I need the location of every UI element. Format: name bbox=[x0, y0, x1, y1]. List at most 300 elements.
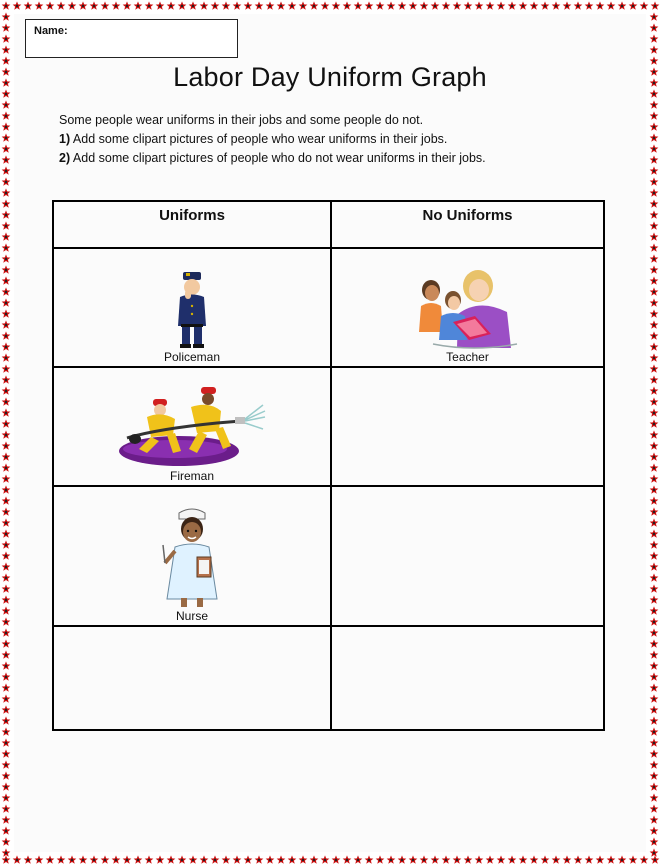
instruction-text-1: Add some clipart pictures of people who wear uniforms in their jobs. bbox=[70, 132, 448, 146]
border-star-center-icon bbox=[5, 225, 7, 227]
border-star-center-icon bbox=[653, 819, 655, 821]
border-star-center-icon bbox=[653, 643, 655, 645]
border-star-center-icon bbox=[5, 731, 7, 733]
border-star-center-icon bbox=[653, 742, 655, 744]
border-star-center-icon bbox=[653, 401, 655, 403]
border-star-center-icon bbox=[653, 269, 655, 271]
border-star-center-icon bbox=[324, 859, 326, 861]
border-star-center-icon bbox=[5, 126, 7, 128]
border-star-center-icon bbox=[137, 5, 139, 7]
border-star-center-icon bbox=[653, 258, 655, 260]
teacher-clipart-icon bbox=[413, 264, 523, 350]
border-star-center-icon bbox=[653, 456, 655, 458]
border-star-center-icon bbox=[5, 522, 7, 524]
border-star-center-icon bbox=[5, 687, 7, 689]
border-star-center-icon bbox=[653, 764, 655, 766]
border-star-center-icon bbox=[5, 236, 7, 238]
border-star-center-icon bbox=[5, 203, 7, 205]
border-star-center-icon bbox=[522, 5, 524, 7]
caption-empty bbox=[332, 623, 603, 625]
border-star-center-icon bbox=[653, 445, 655, 447]
border-star-center-icon bbox=[5, 379, 7, 381]
border-star-center-icon bbox=[653, 412, 655, 414]
border-star-center-icon bbox=[511, 859, 513, 861]
border-star-center-icon bbox=[5, 797, 7, 799]
border-star-center-icon bbox=[653, 577, 655, 579]
border-star-center-icon bbox=[368, 859, 370, 861]
header-no-uniforms: No Uniforms bbox=[331, 201, 604, 248]
border-star-center-icon bbox=[335, 5, 337, 7]
border-star-center-icon bbox=[5, 489, 7, 491]
border-star-center-icon bbox=[653, 302, 655, 304]
border-star-center-icon bbox=[291, 5, 293, 7]
border-star-center-icon bbox=[588, 5, 590, 7]
border-star-center-icon bbox=[302, 859, 304, 861]
border-star-center-icon bbox=[544, 859, 546, 861]
border-star-center-icon bbox=[653, 500, 655, 502]
border-star-center-icon bbox=[522, 859, 524, 861]
border-star-center-icon bbox=[653, 555, 655, 557]
border-star-center-icon bbox=[445, 5, 447, 7]
border-star-center-icon bbox=[653, 93, 655, 95]
border-star-center-icon bbox=[577, 5, 579, 7]
border-star-center-icon bbox=[379, 859, 381, 861]
border-star-center-icon bbox=[653, 797, 655, 799]
cell-no-uniform-3[interactable] bbox=[331, 486, 604, 626]
table-header-row bbox=[53, 201, 604, 248]
border-star-center-icon bbox=[5, 401, 7, 403]
border-star-center-icon bbox=[653, 841, 655, 843]
border-star-center-icon bbox=[5, 192, 7, 194]
border-star-center-icon bbox=[653, 291, 655, 293]
border-star-center-icon bbox=[653, 676, 655, 678]
border-star-center-icon bbox=[5, 291, 7, 293]
border-star-center-icon bbox=[5, 720, 7, 722]
border-star-center-icon bbox=[653, 489, 655, 491]
border-star-center-icon bbox=[5, 445, 7, 447]
border-star-center-icon bbox=[247, 5, 249, 7]
border-star-center-icon bbox=[302, 5, 304, 7]
border-star-center-icon bbox=[5, 555, 7, 557]
border-star-center-icon bbox=[632, 859, 634, 861]
caption-teacher: Teacher bbox=[446, 350, 489, 364]
cell-no-uniform-2[interactable] bbox=[331, 367, 604, 486]
border-star-center-icon bbox=[5, 665, 7, 667]
border-star-center-icon bbox=[5, 621, 7, 623]
border-star-center-icon bbox=[489, 859, 491, 861]
border-star-center-icon bbox=[225, 859, 227, 861]
cell-no-uniform-1[interactable] bbox=[331, 248, 604, 367]
border-star-center-icon bbox=[401, 859, 403, 861]
border-star-center-icon bbox=[5, 16, 7, 18]
table-row bbox=[53, 486, 604, 626]
border-star-center-icon bbox=[82, 859, 84, 861]
border-star-center-icon bbox=[5, 764, 7, 766]
border-star-center-icon bbox=[38, 5, 40, 7]
border-star-center-icon bbox=[148, 5, 150, 7]
caption-empty bbox=[332, 483, 603, 485]
decorative-border-bottom bbox=[0, 854, 660, 866]
border-star-center-icon bbox=[5, 654, 7, 656]
instruction-line-2 bbox=[59, 132, 447, 146]
border-star-center-icon bbox=[5, 577, 7, 579]
border-star-center-icon bbox=[5, 324, 7, 326]
border-star-center-icon bbox=[170, 859, 172, 861]
border-star-center-icon bbox=[203, 859, 205, 861]
table-row bbox=[53, 248, 604, 367]
border-star-center-icon bbox=[653, 808, 655, 810]
border-star-center-icon bbox=[653, 654, 655, 656]
border-star-center-icon bbox=[412, 859, 414, 861]
border-star-center-icon bbox=[511, 5, 513, 7]
border-star-center-icon bbox=[335, 859, 337, 861]
border-star-center-icon bbox=[5, 676, 7, 678]
border-star-center-icon bbox=[379, 5, 381, 7]
cell-uniform-2[interactable] bbox=[53, 367, 331, 486]
border-star-center-icon bbox=[5, 478, 7, 480]
border-star-center-icon bbox=[390, 859, 392, 861]
border-star-center-icon bbox=[5, 786, 7, 788]
border-star-center-icon bbox=[588, 859, 590, 861]
border-star-center-icon bbox=[5, 500, 7, 502]
border-star-center-icon bbox=[653, 423, 655, 425]
border-star-center-icon bbox=[5, 368, 7, 370]
border-star-center-icon bbox=[434, 859, 436, 861]
border-star-center-icon bbox=[5, 456, 7, 458]
border-star-center-icon bbox=[653, 148, 655, 150]
page-title: Labor Day Uniform Graph bbox=[173, 62, 487, 92]
border-star-center-icon bbox=[5, 93, 7, 95]
border-star-center-icon bbox=[653, 731, 655, 733]
caption-empty bbox=[54, 727, 330, 729]
border-star-center-icon bbox=[49, 5, 51, 7]
border-star-center-icon bbox=[5, 467, 7, 469]
border-star-center-icon bbox=[5, 511, 7, 513]
border-star-center-icon bbox=[5, 742, 7, 744]
border-star-center-icon bbox=[269, 859, 271, 861]
border-star-center-icon bbox=[5, 269, 7, 271]
border-star-center-icon bbox=[280, 5, 282, 7]
border-star-center-icon bbox=[599, 859, 601, 861]
nurse-clipart-icon bbox=[161, 505, 223, 609]
border-star-center-icon bbox=[653, 192, 655, 194]
border-star-center-icon bbox=[653, 159, 655, 161]
border-star-center-icon bbox=[126, 5, 128, 7]
decorative-border-left bbox=[0, 0, 12, 866]
border-star-center-icon bbox=[93, 5, 95, 7]
border-star-center-icon bbox=[653, 357, 655, 359]
border-star-center-icon bbox=[653, 610, 655, 612]
border-star-center-icon bbox=[5, 346, 7, 348]
border-star-center-icon bbox=[566, 5, 568, 7]
border-star-center-icon bbox=[653, 104, 655, 106]
header-uniforms: Uniforms bbox=[53, 201, 331, 248]
caption-policeman: Policeman bbox=[163, 350, 221, 364]
border-star-center-icon bbox=[192, 5, 194, 7]
border-star-center-icon bbox=[555, 5, 557, 7]
border-star-center-icon bbox=[653, 434, 655, 436]
border-star-center-icon bbox=[643, 859, 645, 861]
border-star-center-icon bbox=[16, 5, 18, 7]
border-star-center-icon bbox=[236, 859, 238, 861]
border-star-center-icon bbox=[269, 5, 271, 7]
border-star-center-icon bbox=[5, 610, 7, 612]
border-star-center-icon bbox=[653, 170, 655, 172]
border-star-center-icon bbox=[5, 159, 7, 161]
name-label: Name: bbox=[34, 25, 68, 37]
cell-uniform-1[interactable] bbox=[53, 248, 331, 367]
border-star-center-icon bbox=[533, 859, 535, 861]
border-star-center-icon bbox=[60, 5, 62, 7]
border-star-center-icon bbox=[467, 5, 469, 7]
border-star-center-icon bbox=[653, 775, 655, 777]
border-star-center-icon bbox=[214, 859, 216, 861]
border-star-center-icon bbox=[653, 236, 655, 238]
uniform-graph-table bbox=[52, 200, 605, 731]
border-star-center-icon bbox=[137, 859, 139, 861]
border-star-center-icon bbox=[500, 859, 502, 861]
border-star-center-icon bbox=[566, 859, 568, 861]
border-star-center-icon bbox=[71, 5, 73, 7]
border-star-center-icon bbox=[653, 181, 655, 183]
border-star-center-icon bbox=[5, 390, 7, 392]
border-star-center-icon bbox=[5, 423, 7, 425]
decorative-border-top bbox=[0, 0, 660, 12]
caption-nurse: Nurse bbox=[175, 609, 208, 623]
border-star-center-icon bbox=[5, 258, 7, 260]
border-star-center-icon bbox=[653, 390, 655, 392]
border-star-center-icon bbox=[500, 5, 502, 7]
instruction-line-3 bbox=[59, 151, 486, 165]
border-star-center-icon bbox=[653, 247, 655, 249]
border-star-center-icon bbox=[203, 5, 205, 7]
border-star-center-icon bbox=[5, 280, 7, 282]
border-star-center-icon bbox=[5, 170, 7, 172]
border-star-center-icon bbox=[653, 225, 655, 227]
border-star-center-icon bbox=[93, 859, 95, 861]
border-star-center-icon bbox=[653, 478, 655, 480]
border-star-center-icon bbox=[653, 313, 655, 315]
border-star-center-icon bbox=[390, 5, 392, 7]
border-star-center-icon bbox=[225, 5, 227, 7]
border-star-center-icon bbox=[5, 148, 7, 150]
instruction-text-2: Add some clipart pictures of people who do not wear uniforms in their jobs. bbox=[70, 151, 486, 165]
cell-no-uniform-4[interactable] bbox=[331, 626, 604, 730]
border-star-center-icon bbox=[653, 566, 655, 568]
border-star-center-icon bbox=[456, 5, 458, 7]
border-star-center-icon bbox=[5, 412, 7, 414]
cell-uniform-3[interactable] bbox=[53, 486, 331, 626]
border-star-center-icon bbox=[653, 533, 655, 535]
table-row bbox=[53, 626, 604, 730]
border-star-center-icon bbox=[653, 698, 655, 700]
border-star-center-icon bbox=[653, 830, 655, 832]
border-star-center-icon bbox=[82, 5, 84, 7]
border-star-center-icon bbox=[653, 335, 655, 337]
border-star-center-icon bbox=[5, 302, 7, 304]
instruction-line-1: Some people wear uniforms in their jobs and some people do not. bbox=[59, 113, 424, 127]
border-star-center-icon bbox=[181, 859, 183, 861]
border-star-center-icon bbox=[653, 665, 655, 667]
border-star-center-icon bbox=[357, 5, 359, 7]
border-star-center-icon bbox=[653, 27, 655, 29]
border-star-center-icon bbox=[280, 859, 282, 861]
border-star-center-icon bbox=[27, 5, 29, 7]
border-star-center-icon bbox=[653, 137, 655, 139]
border-star-center-icon bbox=[313, 5, 315, 7]
border-star-center-icon bbox=[324, 5, 326, 7]
border-star-center-icon bbox=[5, 335, 7, 337]
border-star-center-icon bbox=[181, 5, 183, 7]
border-star-center-icon bbox=[170, 5, 172, 7]
border-star-center-icon bbox=[5, 709, 7, 711]
border-star-center-icon bbox=[192, 859, 194, 861]
border-star-center-icon bbox=[653, 852, 655, 854]
border-star-center-icon bbox=[653, 346, 655, 348]
border-star-center-icon bbox=[5, 544, 7, 546]
border-star-center-icon bbox=[5, 698, 7, 700]
border-star-center-icon bbox=[653, 621, 655, 623]
border-star-center-icon bbox=[5, 214, 7, 216]
border-star-center-icon bbox=[5, 599, 7, 601]
border-star-center-icon bbox=[5, 632, 7, 634]
border-star-center-icon bbox=[115, 859, 117, 861]
border-star-center-icon bbox=[214, 5, 216, 7]
border-star-center-icon bbox=[445, 859, 447, 861]
border-star-center-icon bbox=[533, 5, 535, 7]
border-star-center-icon bbox=[5, 115, 7, 117]
border-star-center-icon bbox=[16, 859, 18, 861]
border-star-center-icon bbox=[610, 859, 612, 861]
border-star-center-icon bbox=[423, 859, 425, 861]
border-star-center-icon bbox=[236, 5, 238, 7]
border-star-center-icon bbox=[478, 5, 480, 7]
border-star-center-icon bbox=[5, 830, 7, 832]
border-star-center-icon bbox=[5, 588, 7, 590]
border-star-center-icon bbox=[49, 859, 51, 861]
border-star-center-icon bbox=[653, 786, 655, 788]
border-star-center-icon bbox=[456, 859, 458, 861]
border-star-center-icon bbox=[5, 808, 7, 810]
border-star-center-icon bbox=[653, 214, 655, 216]
border-star-center-icon bbox=[555, 859, 557, 861]
name-field[interactable] bbox=[25, 19, 238, 58]
border-star-center-icon bbox=[5, 753, 7, 755]
border-star-center-icon bbox=[368, 5, 370, 7]
caption-fireman: Fireman bbox=[169, 469, 214, 483]
border-star-center-icon bbox=[5, 38, 7, 40]
border-star-center-icon bbox=[401, 5, 403, 7]
border-star-center-icon bbox=[653, 16, 655, 18]
border-star-center-icon bbox=[653, 511, 655, 513]
border-star-center-icon bbox=[653, 49, 655, 51]
border-star-center-icon bbox=[653, 544, 655, 546]
border-star-center-icon bbox=[653, 522, 655, 524]
border-star-center-icon bbox=[258, 859, 260, 861]
border-star-center-icon bbox=[5, 643, 7, 645]
border-star-center-icon bbox=[643, 5, 645, 7]
border-star-center-icon bbox=[5, 566, 7, 568]
border-star-center-icon bbox=[653, 203, 655, 205]
caption-empty bbox=[332, 727, 603, 729]
border-star-center-icon bbox=[346, 5, 348, 7]
border-star-center-icon bbox=[5, 181, 7, 183]
border-star-center-icon bbox=[159, 5, 161, 7]
border-star-center-icon bbox=[247, 859, 249, 861]
instruction-number-2: 2) bbox=[59, 151, 71, 165]
border-star-center-icon bbox=[489, 5, 491, 7]
fireman-clipart-icon bbox=[117, 383, 267, 469]
border-star-center-icon bbox=[653, 709, 655, 711]
border-star-center-icon bbox=[412, 5, 414, 7]
border-star-center-icon bbox=[5, 434, 7, 436]
border-star-center-icon bbox=[653, 368, 655, 370]
cell-uniform-4[interactable] bbox=[53, 626, 331, 730]
instruction-number-1: 1) bbox=[59, 132, 71, 146]
border-star-center-icon bbox=[104, 5, 106, 7]
border-star-center-icon bbox=[71, 859, 73, 861]
policeman-clipart-icon bbox=[172, 270, 212, 350]
border-star-center-icon bbox=[653, 753, 655, 755]
border-star-center-icon bbox=[313, 859, 315, 861]
border-star-center-icon bbox=[5, 247, 7, 249]
border-star-center-icon bbox=[467, 859, 469, 861]
border-star-center-icon bbox=[38, 859, 40, 861]
border-star-center-icon bbox=[115, 5, 117, 7]
border-star-center-icon bbox=[258, 5, 260, 7]
border-star-center-icon bbox=[5, 104, 7, 106]
border-star-center-icon bbox=[5, 27, 7, 29]
border-star-center-icon bbox=[291, 859, 293, 861]
border-star-center-icon bbox=[27, 859, 29, 861]
border-star-center-icon bbox=[5, 49, 7, 51]
border-star-center-icon bbox=[610, 5, 612, 7]
border-star-center-icon bbox=[653, 280, 655, 282]
border-star-center-icon bbox=[159, 859, 161, 861]
border-star-center-icon bbox=[544, 5, 546, 7]
border-star-center-icon bbox=[5, 819, 7, 821]
decorative-border-right bbox=[648, 0, 660, 866]
border-star-center-icon bbox=[653, 467, 655, 469]
border-star-center-icon bbox=[653, 126, 655, 128]
border-star-center-icon bbox=[478, 859, 480, 861]
border-star-center-icon bbox=[5, 313, 7, 315]
border-star-center-icon bbox=[5, 137, 7, 139]
border-star-center-icon bbox=[653, 632, 655, 634]
border-star-center-icon bbox=[423, 5, 425, 7]
border-star-center-icon bbox=[126, 859, 128, 861]
border-star-center-icon bbox=[577, 859, 579, 861]
border-star-center-icon bbox=[60, 859, 62, 861]
border-star-center-icon bbox=[632, 5, 634, 7]
border-star-center-icon bbox=[653, 115, 655, 117]
border-star-center-icon bbox=[434, 5, 436, 7]
border-star-center-icon bbox=[357, 859, 359, 861]
border-star-center-icon bbox=[346, 859, 348, 861]
border-star-center-icon bbox=[5, 357, 7, 359]
border-star-center-icon bbox=[621, 859, 623, 861]
border-star-center-icon bbox=[104, 859, 106, 861]
border-star-center-icon bbox=[5, 533, 7, 535]
border-star-center-icon bbox=[653, 38, 655, 40]
table-row bbox=[53, 367, 604, 486]
border-star-center-icon bbox=[653, 599, 655, 601]
border-star-center-icon bbox=[5, 841, 7, 843]
border-star-center-icon bbox=[621, 5, 623, 7]
border-star-center-icon bbox=[599, 5, 601, 7]
border-star-center-icon bbox=[653, 324, 655, 326]
border-star-center-icon bbox=[5, 852, 7, 854]
